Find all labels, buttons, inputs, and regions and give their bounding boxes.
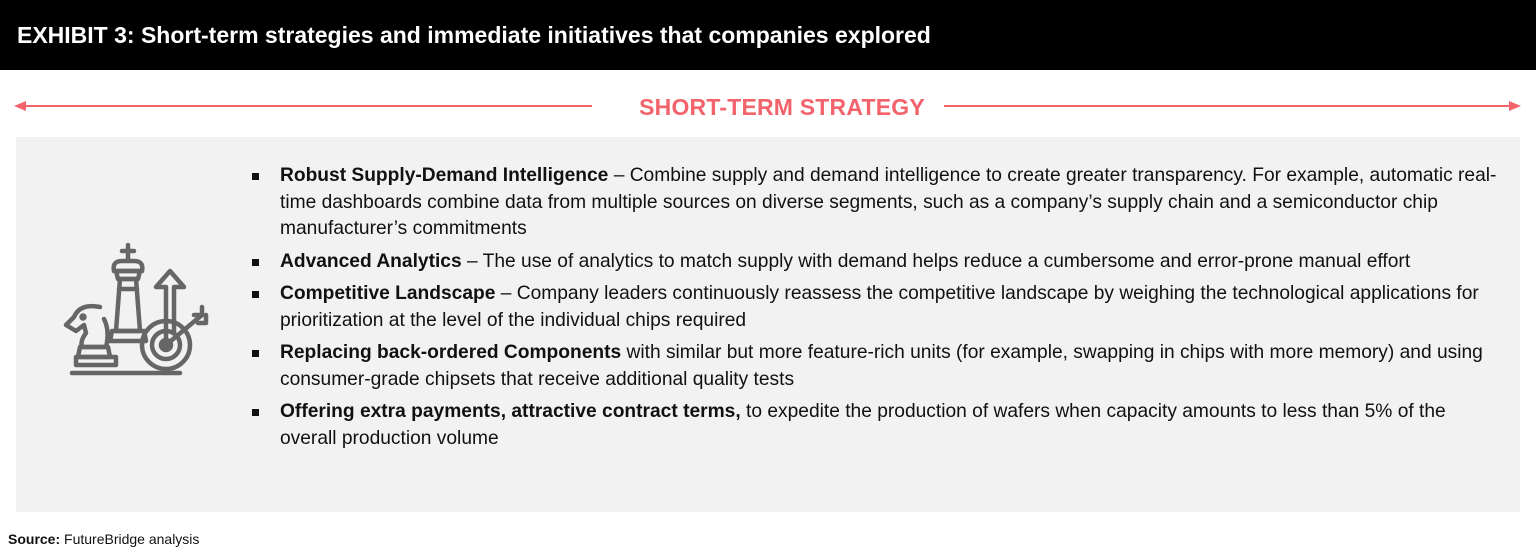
item-text: – The use of analytics to match supply with demand helps reduce a cumbersome and error-prone manual effort	[461, 250, 1411, 272]
arrow-right-icon	[1509, 101, 1521, 111]
exhibit-title: EXHIBIT 3: Short-term strategies and immediate initiatives that companies explored	[17, 22, 931, 48]
source-note	[8, 529, 199, 549]
strategy-list	[252, 163, 1502, 458]
list-item	[252, 281, 1502, 334]
item-text: – Company leaders continuously reassess the competitive landscape by weighing the technological applications for prioritization at the level of the individual chips required	[280, 283, 1479, 331]
bullet-square-icon	[252, 173, 259, 180]
bullet-square-icon	[252, 350, 259, 357]
strategy-label: SHORT-TERM STRATEGY	[639, 94, 925, 120]
item-text: with similar but more feature-rich units (for example, swapping in chips with more memory) and using consumer-grade chipsets that receive additional quality tests	[280, 342, 1483, 390]
chess-strategy-target-icon	[56, 237, 216, 397]
arrow-left-icon	[14, 101, 26, 111]
item-text: to expedite the production of wafers when capacity amounts to less than 5% of the overall production volume	[280, 401, 1446, 449]
bullet-square-icon	[252, 409, 259, 416]
source-label: Source:	[8, 531, 61, 547]
item-heading: Robust Supply-Demand Intelligence	[280, 165, 609, 186]
list-item	[252, 340, 1502, 393]
list-item	[252, 399, 1502, 452]
list-item	[252, 163, 1502, 243]
list-item	[252, 249, 1502, 276]
item-heading: Competitive Landscape	[280, 283, 496, 304]
source-text: FutureBridge analysis	[60, 531, 200, 547]
exhibit-title-bar	[0, 0, 1536, 70]
item-heading: Advanced Analytics	[280, 250, 462, 272]
strategy-panel	[16, 137, 1520, 512]
item-heading: Offering extra payments, attractive contract terms,	[280, 401, 741, 422]
strategy-banner	[14, 88, 1522, 126]
item-heading: Replacing back-ordered Components	[280, 342, 622, 363]
bullet-square-icon	[252, 259, 259, 266]
item-text: – Combine supply and demand intelligence to create greater transparency. For example, automatic real-time dashboards combine data from multiple sources on diverse segments, such as a company’s supply chain and a semiconductor chip manufacturer’s commitments	[280, 165, 1497, 239]
bullet-square-icon	[252, 291, 259, 298]
